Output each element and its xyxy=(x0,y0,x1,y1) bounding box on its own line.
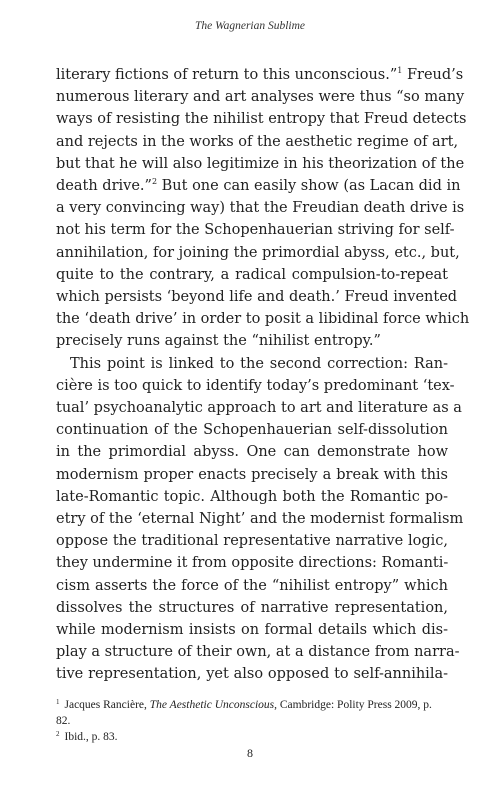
body-line: late-Romantic topic. Although both the Romantic po- xyxy=(56,488,448,505)
body-line: This point is linked to the second correction: Ran- xyxy=(70,355,448,372)
body-line: continuation of the Schopenhauerian self-dissolution xyxy=(56,422,448,439)
body-line: literary fictions of return to this unconscious.”$^1$ Freud’s xyxy=(56,66,464,83)
body-line: numerous literary and art analyses were thus “so many xyxy=(56,89,465,106)
book-title: The Aesthetic Unconscious xyxy=(149,699,275,711)
body-line: which persists ‘beyond life and death.’ Freud invented xyxy=(56,289,458,306)
body-line: not his term for the Schopenhauerian striving for self- xyxy=(56,222,455,239)
body-line: tive representation, yet also opposed to self-annihila- xyxy=(56,666,448,683)
footnote-2: $^2$ Ibid., p. 83. xyxy=(56,730,118,743)
body-line: tual’ psychoanalytic approach to art and literature as a xyxy=(56,400,462,417)
body-line: cière is too quick to identify today’s predominant ‘tex- xyxy=(56,377,455,394)
body-line: modernism proper enacts precisely a break with this xyxy=(56,466,448,483)
body-line: but that he will also legitimize in his theorization of the xyxy=(56,155,465,172)
body-text xyxy=(56,64,470,686)
body-line: cism asserts the force of the “nihilist entropy” which xyxy=(56,577,448,594)
body-line: precisely runs against the “nihilist entropy.” xyxy=(56,333,381,350)
body-line: death drive.”$^2$ But one can easily show (as Lacan did in xyxy=(56,177,461,195)
footnote-marker: 1 xyxy=(56,698,60,706)
footnote-1: $^1$ Jacques Rancière, The Aesthetic Unconscious, Cambridge: Polity Press 2009, p. 82. xyxy=(56,698,432,727)
body-line: dissolves the structures of narrative representation, xyxy=(56,599,448,616)
footnote-marker: 2 xyxy=(56,730,60,738)
body-line: they undermine it from opposite directions: Romanti- xyxy=(56,555,449,572)
footnotes xyxy=(56,697,448,745)
page-number: 8 xyxy=(247,746,253,760)
body-line: and rejects in the works of the aesthetic regime of art, xyxy=(56,133,459,150)
body-line: annihilation, for joining the primordial abyss, etc., but, xyxy=(56,244,460,261)
body-line: etry of the ‘eternal Night’ and the modernist formalism xyxy=(56,511,464,528)
body-line: quite to the contrary, a radical compulsion-to-repeat xyxy=(56,266,448,283)
footnote-ref[interactable]: 1 xyxy=(397,66,403,75)
body-line: a very convincing way) that the Freudian death drive is xyxy=(56,200,465,217)
footnote-ref[interactable]: 2 xyxy=(151,177,158,187)
body-line: in the primordial abyss. One can demonstrate how xyxy=(56,444,448,461)
body-line: ways of resisting the nihilist entropy that Freud detects xyxy=(56,111,467,128)
body-line: play a structure of their own, at a distance from narra- xyxy=(56,644,460,661)
body-line: while modernism insists on formal details which dis- xyxy=(56,622,448,639)
running-header: The Wagnerian Sublime xyxy=(194,20,306,32)
body-line: oppose the traditional representative narrative logic, xyxy=(56,533,448,550)
body-line: the ‘death drive’ in order to posit a libidinal force which xyxy=(56,311,470,328)
